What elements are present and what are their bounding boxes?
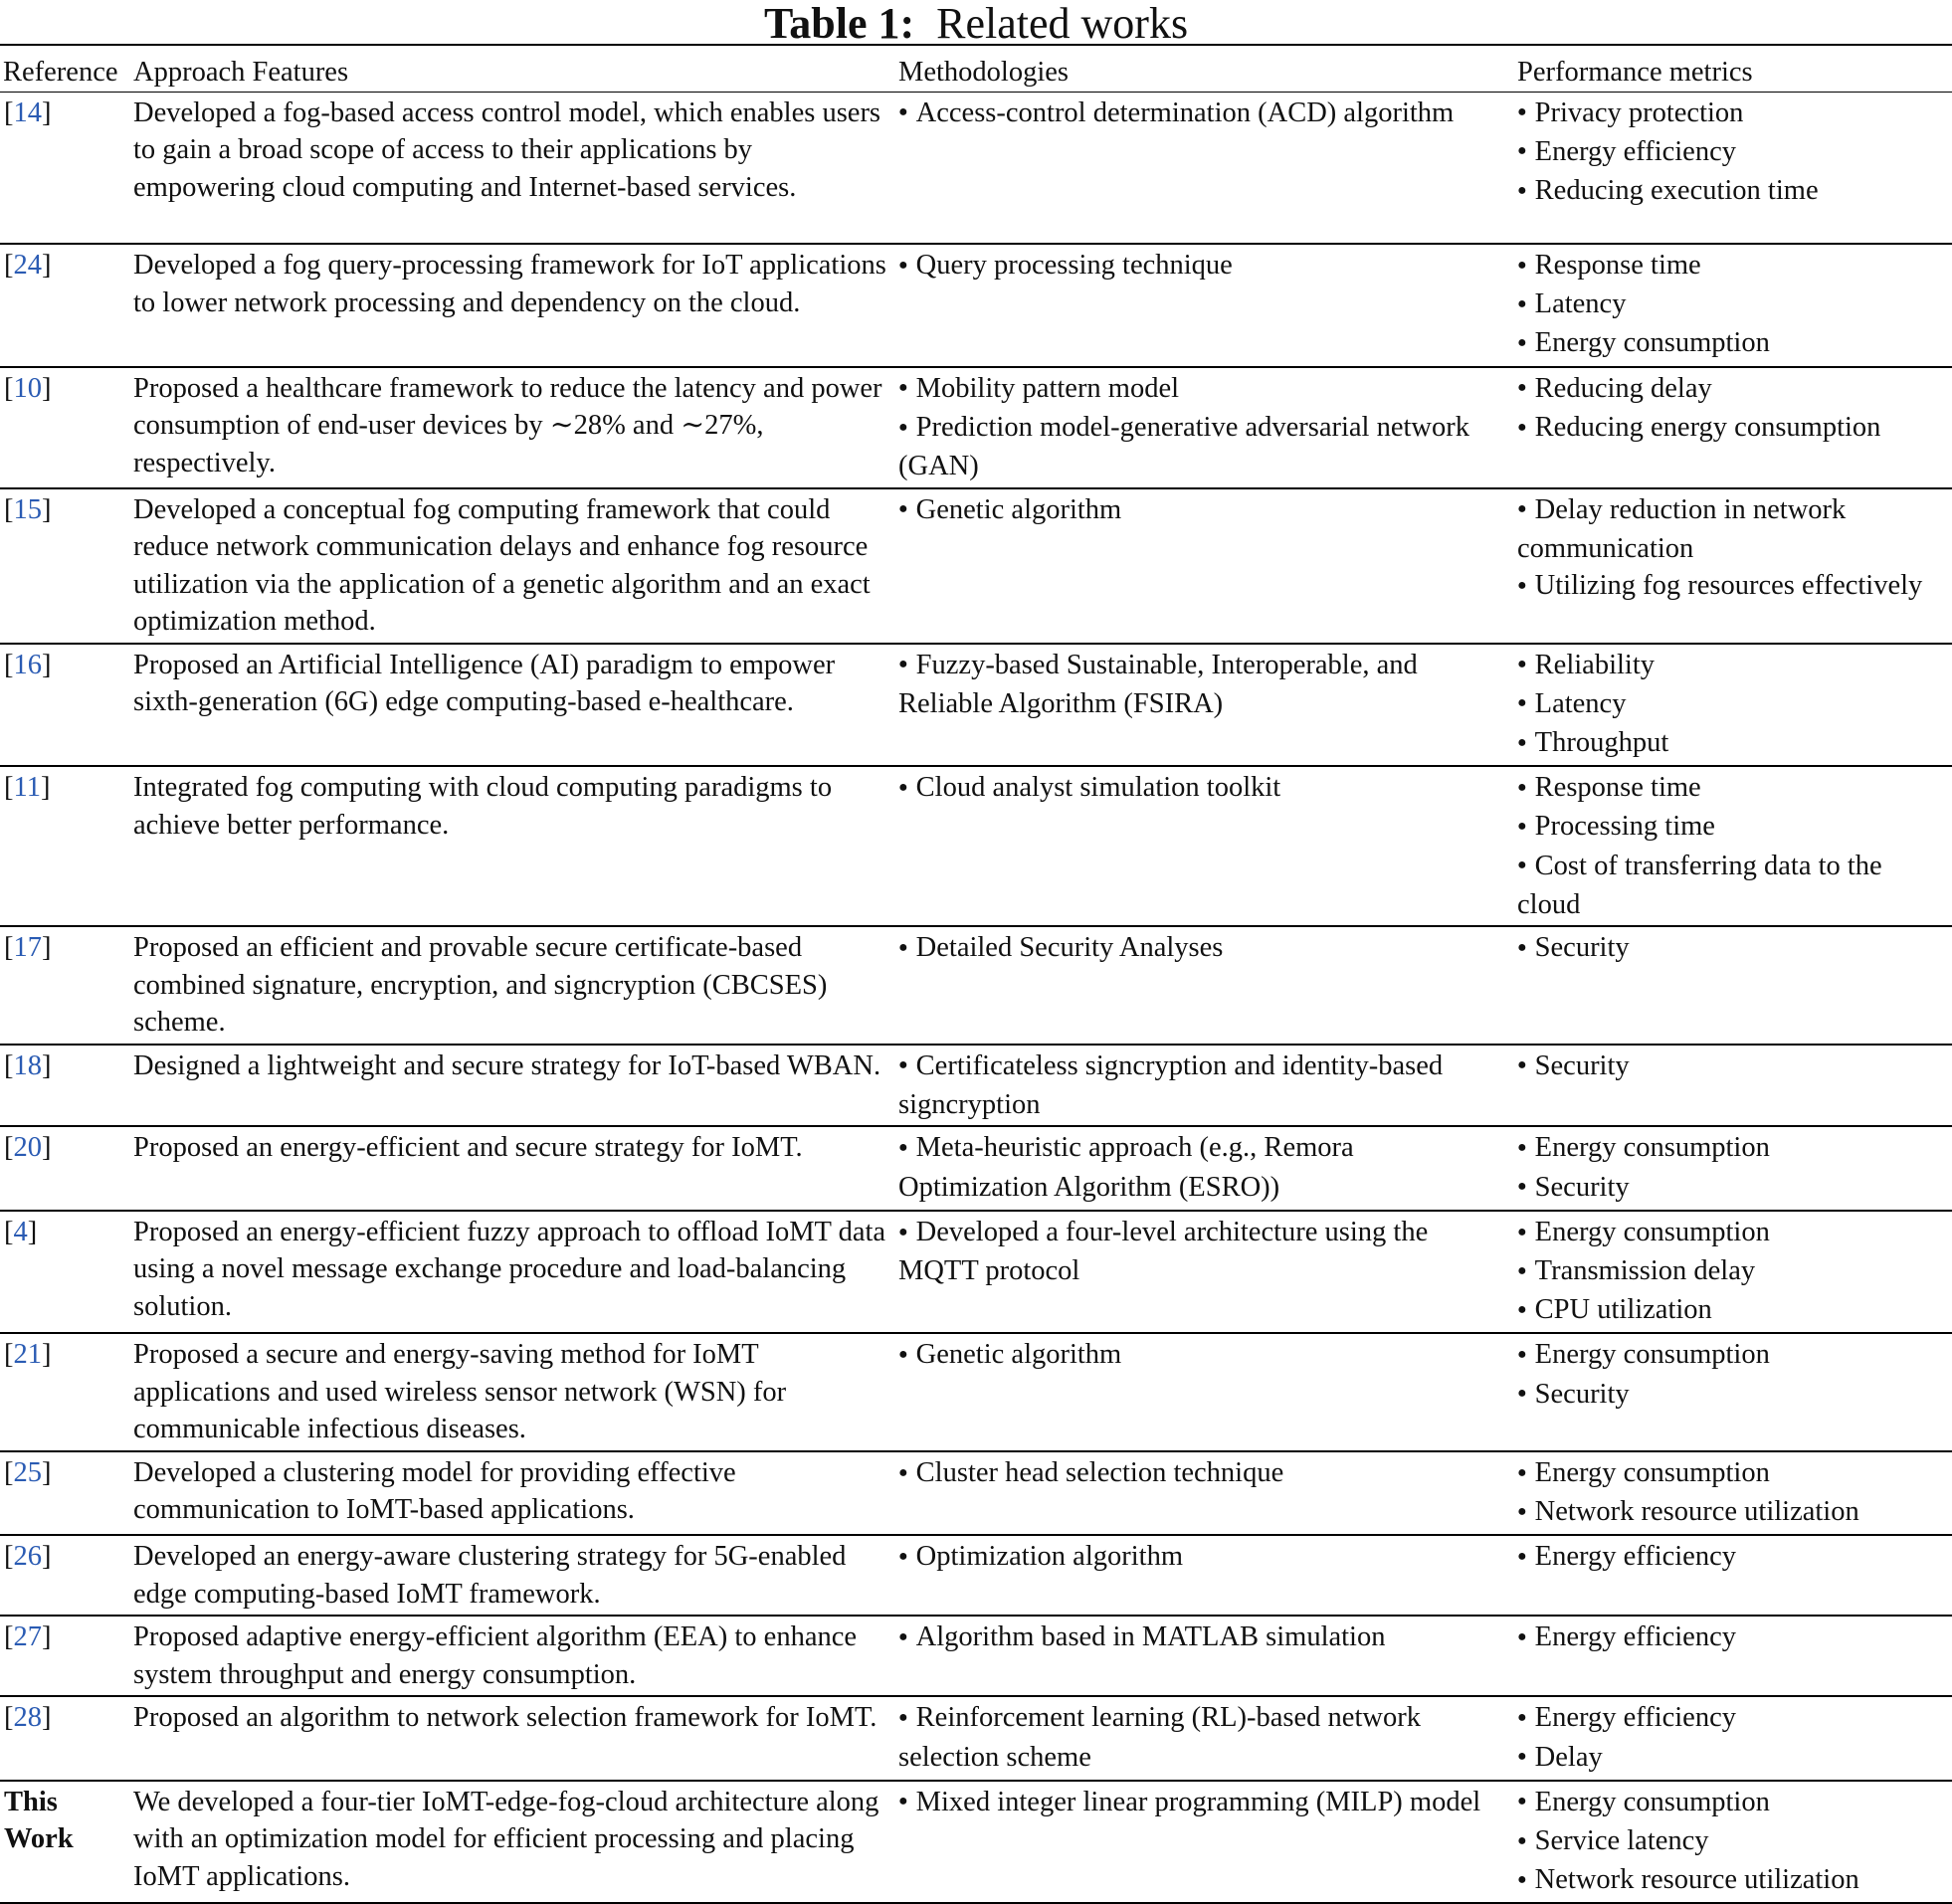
methodology-text: Algorithm based in MATLAB simulation	[915, 1621, 1386, 1653]
approach-features-cell: Designed a lightweight and secure strategy for IoT-based WBAN.	[133, 1045, 894, 1127]
ref-bracket-close: ]	[42, 1339, 52, 1371]
header-approach-features: Approach Features	[133, 45, 894, 92]
reference-link[interactable]: 16	[13, 649, 42, 680]
metric-item	[1517, 1493, 1948, 1532]
performance-metrics-cell	[1513, 1535, 1952, 1616]
methodology-text: Certificateless signcryption and identity-based signcryption	[898, 1049, 1444, 1120]
methodologies-cell	[894, 488, 1513, 644]
metric-item	[1517, 1376, 1948, 1415]
ref-bracket-close: ]	[42, 250, 52, 281]
approach-features-cell: Developed a fog query-processing framework for IoT applications to lower network processing and dependency on the cloud.	[133, 244, 894, 367]
reference-link[interactable]: 15	[13, 493, 42, 525]
metric-text: Transmission delay	[1534, 1255, 1756, 1287]
table-row	[0, 644, 1952, 767]
approach-features-cell: Proposed an algorithm to network selection framework for IoMT.	[133, 1696, 894, 1780]
methodologies-cell	[894, 367, 1513, 488]
metric-item	[1517, 685, 1948, 724]
table-caption	[0, 0, 1952, 48]
header-performance-metrics: Performance metrics	[1513, 45, 1952, 92]
methodology-text: Access-control determination (ACD) algorithm	[915, 96, 1455, 128]
methodology-text: Query processing technique	[915, 250, 1233, 281]
methodology-text: Reinforcement learning (RL)-based network selection scheme	[898, 1702, 1421, 1773]
methodologies-cell	[894, 766, 1513, 926]
table-row	[0, 92, 1952, 244]
reference-cell	[0, 1535, 133, 1616]
performance-metrics-cell	[1513, 244, 1952, 367]
bullet-icon: ●	[898, 656, 908, 673]
metric-item	[1517, 1538, 1948, 1577]
this-work-label: Work	[4, 1823, 74, 1855]
bullet-icon: ●	[898, 1139, 908, 1157]
reference-link[interactable]: 27	[13, 1621, 42, 1653]
reference-link[interactable]: 18	[13, 1049, 42, 1081]
metric-item	[1517, 1739, 1948, 1778]
metric-text: Energy consumption	[1534, 1456, 1770, 1488]
metric-text: Network resource utilization	[1534, 1496, 1859, 1528]
metric-item	[1517, 1291, 1948, 1330]
methodology-item	[898, 409, 1509, 485]
bullet-icon: ●	[1517, 1793, 1527, 1810]
methodologies-cell	[894, 1696, 1513, 1780]
methodology-item	[898, 929, 1509, 968]
header-methodologies: Methodologies	[894, 45, 1513, 92]
approach-features-cell: Proposed a secure and energy-saving method for IoMT applications and used wireless sensor network (WSN) for communicable infectious diseases.	[133, 1333, 894, 1451]
methodology-item	[898, 1336, 1509, 1375]
table-row	[0, 367, 1952, 488]
metric-text: Service latency	[1534, 1824, 1709, 1856]
metric-text: Energy consumption	[1534, 1216, 1770, 1247]
approach-features-cell: Proposed a healthcare framework to reduce the latency and power consumption of end-user devices by ∼28% and ∼27%, respectively.	[133, 367, 894, 488]
methodology-text: Fuzzy-based Sustainable, Interoperable, and Reliable Algorithm (FSIRA)	[898, 649, 1418, 719]
ref-bracket-close: ]	[42, 932, 52, 964]
metric-text: Energy efficiency	[1534, 1541, 1736, 1573]
bullet-icon: ●	[898, 103, 908, 121]
metric-text: Latency	[1534, 687, 1627, 719]
ref-bracket-open: [	[4, 372, 14, 404]
bullet-icon: ●	[898, 379, 908, 397]
ref-bracket-open: [	[4, 1132, 14, 1164]
bullet-icon: ●	[1517, 1548, 1527, 1566]
ref-bracket-close: ]	[42, 1702, 52, 1734]
approach-features-cell: Proposed an efficient and provable secure certificate-based combined signature, encryption, and signcryption (CBCSES) scheme.	[133, 926, 894, 1045]
bullet-icon: ●	[898, 938, 908, 956]
metric-item	[1517, 370, 1948, 409]
metric-item	[1517, 324, 1948, 363]
reference-cell	[0, 1211, 133, 1334]
ref-bracket-close: ]	[42, 493, 52, 525]
table-row	[0, 1535, 1952, 1616]
table-body	[0, 92, 1952, 1903]
performance-metrics-cell	[1513, 1696, 1952, 1780]
metric-item	[1517, 724, 1948, 763]
bullet-icon: ●	[898, 256, 908, 274]
performance-metrics-cell	[1513, 926, 1952, 1045]
bullet-icon: ●	[1517, 1870, 1527, 1888]
reference-cell	[0, 92, 133, 244]
reference-link[interactable]: 11	[13, 772, 41, 804]
bullet-icon: ●	[1517, 1831, 1527, 1849]
approach-features-cell: Integrated fog computing with cloud computing paradigms to achieve better performance.	[133, 766, 894, 926]
bullet-icon: ●	[898, 1628, 908, 1646]
bullet-icon: ●	[1517, 778, 1527, 796]
ref-bracket-open: [	[4, 932, 14, 964]
methodologies-cell	[894, 1126, 1513, 1210]
bullet-icon: ●	[898, 1548, 908, 1566]
methodologies-cell	[894, 644, 1513, 767]
metric-text: Network resource utilization	[1534, 1864, 1859, 1896]
reference-link[interactable]: 14	[13, 96, 42, 128]
related-works-table	[0, 44, 1952, 1904]
methodologies-cell	[894, 1451, 1513, 1535]
approach-features-cell: Proposed an Artificial Intelligence (AI) paradigm to empower sixth-generation (6G) edge computing-based e-healthcare.	[133, 644, 894, 767]
reference-link[interactable]: 24	[13, 250, 42, 281]
bullet-icon: ●	[1517, 294, 1527, 312]
metric-text: Response time	[1534, 250, 1701, 281]
performance-metrics-cell	[1513, 1126, 1952, 1210]
ref-bracket-open: [	[4, 1702, 14, 1734]
metric-text: Latency	[1534, 288, 1627, 320]
methodology-item	[898, 1047, 1509, 1124]
ref-bracket-open: [	[4, 1621, 14, 1653]
methodologies-cell	[894, 1211, 1513, 1334]
table-row	[0, 244, 1952, 367]
ref-bracket-open: [	[4, 1339, 14, 1371]
metric-item	[1517, 567, 1948, 606]
metric-text: Delay	[1534, 1741, 1603, 1773]
bullet-icon: ●	[898, 418, 908, 436]
metric-text: Energy consumption	[1534, 1132, 1770, 1164]
methodology-item	[898, 1699, 1509, 1776]
reference-link[interactable]: 25	[13, 1456, 42, 1488]
bullet-icon: ●	[1517, 103, 1527, 121]
performance-metrics-cell	[1513, 766, 1952, 926]
ref-bracket-open: [	[4, 1541, 14, 1573]
methodologies-cell	[894, 1781, 1513, 1904]
metric-item	[1517, 848, 1948, 924]
table-row	[0, 1781, 1952, 1904]
performance-metrics-cell	[1513, 1451, 1952, 1535]
metric-item	[1517, 286, 1948, 324]
methodology-text: Detailed Security Analyses	[915, 932, 1224, 964]
metric-item	[1517, 647, 1948, 685]
methodologies-cell	[894, 92, 1513, 244]
methodology-text: Genetic algorithm	[915, 1339, 1122, 1371]
bullet-icon: ●	[898, 1709, 908, 1727]
approach-features-cell: We developed a four-tier IoMT-edge-fog-cloud architecture along with an optimization model for efficient processing and placing IoMT applications.	[133, 1781, 894, 1904]
bullet-icon: ●	[1517, 1385, 1527, 1403]
bullet-icon: ●	[1517, 576, 1527, 594]
bullet-icon: ●	[1517, 733, 1527, 751]
metric-text: Energy efficiency	[1534, 1621, 1736, 1653]
reference-cell	[0, 244, 133, 367]
ref-bracket-close: ]	[42, 649, 52, 680]
bullet-icon: ●	[1517, 142, 1527, 160]
methodology-text: Meta-heuristic approach (e.g., Remora Optimization Algorithm (ESRO))	[898, 1132, 1354, 1203]
methodology-item	[898, 491, 1509, 530]
metric-text: Energy consumption	[1534, 327, 1770, 359]
performance-metrics-cell	[1513, 1333, 1952, 1451]
bullet-icon: ●	[1517, 334, 1527, 352]
metric-text: Reliability	[1534, 649, 1655, 680]
metric-item	[1517, 1454, 1948, 1493]
bullet-icon: ●	[1517, 1261, 1527, 1279]
metric-item	[1517, 808, 1948, 847]
ref-bracket-open: [	[4, 649, 14, 680]
ref-bracket-close: ]	[42, 1621, 52, 1653]
bullet-icon: ●	[1517, 1300, 1527, 1318]
reference-cell	[0, 766, 133, 926]
reference-link[interactable]: 10	[13, 372, 42, 404]
methodologies-cell	[894, 244, 1513, 367]
this-work-label: This	[4, 1786, 58, 1817]
table-row	[0, 926, 1952, 1045]
reference-cell	[0, 644, 133, 767]
ref-bracket-close: ]	[42, 1132, 52, 1164]
ref-bracket-open: [	[4, 772, 14, 804]
bullet-icon: ●	[1517, 1628, 1527, 1646]
bullet-icon: ●	[898, 1463, 908, 1481]
performance-metrics-cell	[1513, 1211, 1952, 1334]
bullet-icon: ●	[898, 1346, 908, 1364]
ref-bracket-close: ]	[42, 96, 52, 128]
bullet-icon: ●	[1517, 1502, 1527, 1520]
methodologies-cell	[894, 1535, 1513, 1616]
metric-item	[1517, 929, 1948, 968]
methodology-item	[898, 1214, 1509, 1290]
methodology-item	[898, 95, 1509, 133]
performance-metrics-cell	[1513, 1616, 1952, 1696]
reference-cell	[0, 1696, 133, 1780]
metric-text: Security	[1534, 1378, 1630, 1410]
ref-bracket-close: ]	[42, 372, 52, 404]
approach-features-cell: Developed a conceptual fog computing framework that could reduce network communication delays and enhance fog resource utilization via the application of a genetic algorithm and an exact optimization method.	[133, 488, 894, 644]
metric-text: Energy consumption	[1534, 1339, 1770, 1371]
bullet-icon: ●	[1517, 656, 1527, 673]
performance-metrics-cell	[1513, 644, 1952, 767]
metric-item	[1517, 1047, 1948, 1086]
metric-item	[1517, 1822, 1948, 1861]
metric-item	[1517, 409, 1948, 448]
metric-item	[1517, 1699, 1948, 1738]
metric-text: Security	[1534, 932, 1630, 964]
metric-text: Response time	[1534, 772, 1701, 804]
metric-text: Reducing delay	[1534, 372, 1712, 404]
methodology-text: Genetic algorithm	[915, 493, 1122, 525]
metric-text: Security	[1534, 1171, 1630, 1203]
caption-title: Related works	[936, 0, 1189, 48]
bullet-icon: ●	[1517, 1178, 1527, 1196]
reference-cell	[0, 1045, 133, 1127]
table-row	[0, 1211, 1952, 1334]
header-reference: Reference	[0, 45, 133, 92]
ref-bracket-close: ]	[42, 1541, 52, 1573]
methodology-item	[898, 1618, 1509, 1657]
performance-metrics-cell	[1513, 367, 1952, 488]
performance-metrics-cell	[1513, 488, 1952, 644]
table-row	[0, 1333, 1952, 1451]
approach-features-cell: Proposed an energy-efficient and secure strategy for IoMT.	[133, 1126, 894, 1210]
metric-item	[1517, 1214, 1948, 1252]
methodology-text: Cloud analyst simulation toolkit	[915, 772, 1281, 804]
bullet-icon: ●	[1517, 418, 1527, 436]
performance-metrics-cell	[1513, 1045, 1952, 1127]
approach-features-cell: Proposed adaptive energy-efficient algorithm (EEA) to enhance system throughput and energy consumption.	[133, 1616, 894, 1696]
ref-bracket-open: [	[4, 96, 14, 128]
metric-item	[1517, 1861, 1948, 1900]
bullet-icon: ●	[1517, 379, 1527, 397]
metric-item	[1517, 1169, 1948, 1208]
bullet-icon: ●	[1517, 1748, 1527, 1766]
metric-text: Delay reduction in network communication	[1517, 493, 1847, 564]
methodology-item	[898, 247, 1509, 286]
header-row	[0, 45, 1952, 92]
bullet-icon: ●	[1517, 818, 1527, 836]
ref-bracket-open: [	[4, 1216, 14, 1247]
metric-item	[1517, 1618, 1948, 1657]
methodology-text: Developed a four-level architecture using the MQTT protocol	[898, 1216, 1429, 1287]
approach-features-cell: Developed a fog-based access control model, which enables users to gain a broad scope of access to their applications by empowering cloud computing and Internet-based services.	[133, 92, 894, 244]
bullet-icon: ●	[898, 1793, 908, 1810]
reference-cell	[0, 1126, 133, 1210]
metric-item	[1517, 491, 1948, 568]
approach-features-cell: Proposed an energy-efficient fuzzy approach to offload IoMT data using a novel message exchange procedure and load-balancing solution.	[133, 1211, 894, 1334]
reference-cell	[0, 1616, 133, 1696]
bullet-icon: ●	[1517, 1139, 1527, 1157]
methodology-item	[898, 1538, 1509, 1577]
metric-text: Privacy protection	[1534, 96, 1744, 128]
methodology-text: Prediction model-generative adversarial network (GAN)	[898, 411, 1469, 482]
performance-metrics-cell	[1513, 1781, 1952, 1904]
table-row	[0, 1451, 1952, 1535]
approach-features-cell: Developed an energy-aware clustering strategy for 5G-enabled edge computing-based IoMT framework.	[133, 1535, 894, 1616]
metric-item	[1517, 172, 1948, 211]
ref-bracket-close: ]	[40, 772, 51, 804]
performance-metrics-cell	[1513, 92, 1952, 244]
table-row	[0, 1126, 1952, 1210]
methodologies-cell	[894, 926, 1513, 1045]
reference-cell	[0, 1333, 133, 1451]
bullet-icon: ●	[1517, 500, 1527, 518]
bullet-icon: ●	[1517, 1709, 1527, 1727]
table-row	[0, 1045, 1952, 1127]
methodology-text: Mixed integer linear programming (MILP) model	[915, 1786, 1481, 1817]
reference-cell	[0, 1781, 133, 1904]
metric-item	[1517, 1784, 1948, 1822]
reference-cell	[0, 1451, 133, 1535]
metric-text: Energy consumption	[1534, 1786, 1770, 1817]
ref-bracket-open: [	[4, 1456, 14, 1488]
reference-cell	[0, 926, 133, 1045]
metric-text: Energy efficiency	[1534, 1702, 1736, 1734]
methodology-text: Cluster head selection technique	[915, 1456, 1284, 1488]
metric-item	[1517, 95, 1948, 133]
metric-item	[1517, 247, 1948, 286]
bullet-icon: ●	[898, 1223, 908, 1240]
metric-item	[1517, 1252, 1948, 1291]
methodologies-cell	[894, 1616, 1513, 1696]
ref-bracket-close: ]	[27, 1216, 38, 1247]
methodology-item	[898, 1784, 1509, 1822]
methodology-item	[898, 769, 1509, 808]
methodology-item	[898, 647, 1509, 723]
table-row	[0, 1616, 1952, 1696]
ref-bracket-open: [	[4, 1049, 14, 1081]
metric-text: Energy efficiency	[1534, 135, 1736, 167]
table-row	[0, 766, 1952, 926]
metric-text: Throughput	[1534, 726, 1669, 758]
bullet-icon: ●	[1517, 256, 1527, 274]
metric-item	[1517, 1336, 1948, 1375]
caption-label: Table 1:	[763, 0, 915, 48]
reference-link[interactable]: 28	[13, 1702, 42, 1734]
bullet-icon: ●	[1517, 181, 1527, 199]
approach-features-cell: Developed a clustering model for providing effective communication to IoMT-based applications.	[133, 1451, 894, 1535]
bullet-icon: ●	[1517, 694, 1527, 712]
bullet-icon: ●	[1517, 1056, 1527, 1074]
methodology-text: Mobility pattern model	[915, 372, 1180, 404]
bullet-icon: ●	[1517, 857, 1527, 874]
methodologies-cell	[894, 1045, 1513, 1127]
methodology-item	[898, 1129, 1509, 1206]
bullet-icon: ●	[1517, 1346, 1527, 1364]
methodology-item	[898, 1454, 1509, 1493]
metric-text: CPU utilization	[1534, 1294, 1712, 1326]
metric-text: Security	[1534, 1049, 1630, 1081]
metric-text: Processing time	[1534, 811, 1715, 843]
table-row	[0, 1696, 1952, 1780]
ref-bracket-close: ]	[42, 1456, 52, 1488]
bullet-icon: ●	[1517, 1463, 1527, 1481]
metric-text: Reducing energy consumption	[1534, 411, 1881, 443]
reference-cell	[0, 367, 133, 488]
methodology-text: Optimization algorithm	[915, 1541, 1184, 1573]
bullet-icon: ●	[1517, 938, 1527, 956]
reference-link[interactable]: 4	[13, 1216, 28, 1247]
table-row	[0, 488, 1952, 644]
reference-link[interactable]: 20	[13, 1132, 42, 1164]
ref-bracket-open: [	[4, 250, 14, 281]
ref-bracket-open: [	[4, 493, 14, 525]
reference-link[interactable]: 26	[13, 1541, 42, 1573]
reference-cell	[0, 488, 133, 644]
bullet-icon: ●	[898, 778, 908, 796]
metric-text: Reducing execution time	[1534, 174, 1819, 206]
bullet-icon: ●	[898, 1056, 908, 1074]
metric-text: Cost of transferring data to the cloud	[1517, 850, 1882, 920]
reference-link[interactable]: 17	[13, 932, 42, 964]
bullet-icon: ●	[898, 500, 908, 518]
bullet-icon: ●	[1517, 1223, 1527, 1240]
methodologies-cell	[894, 1333, 1513, 1451]
metric-text: Utilizing fog resources effectively	[1534, 570, 1923, 602]
metric-item	[1517, 769, 1948, 808]
metric-item	[1517, 133, 1948, 172]
reference-link[interactable]: 21	[13, 1339, 42, 1371]
ref-bracket-close: ]	[42, 1049, 52, 1081]
metric-item	[1517, 1129, 1948, 1168]
methodology-item	[898, 370, 1509, 409]
